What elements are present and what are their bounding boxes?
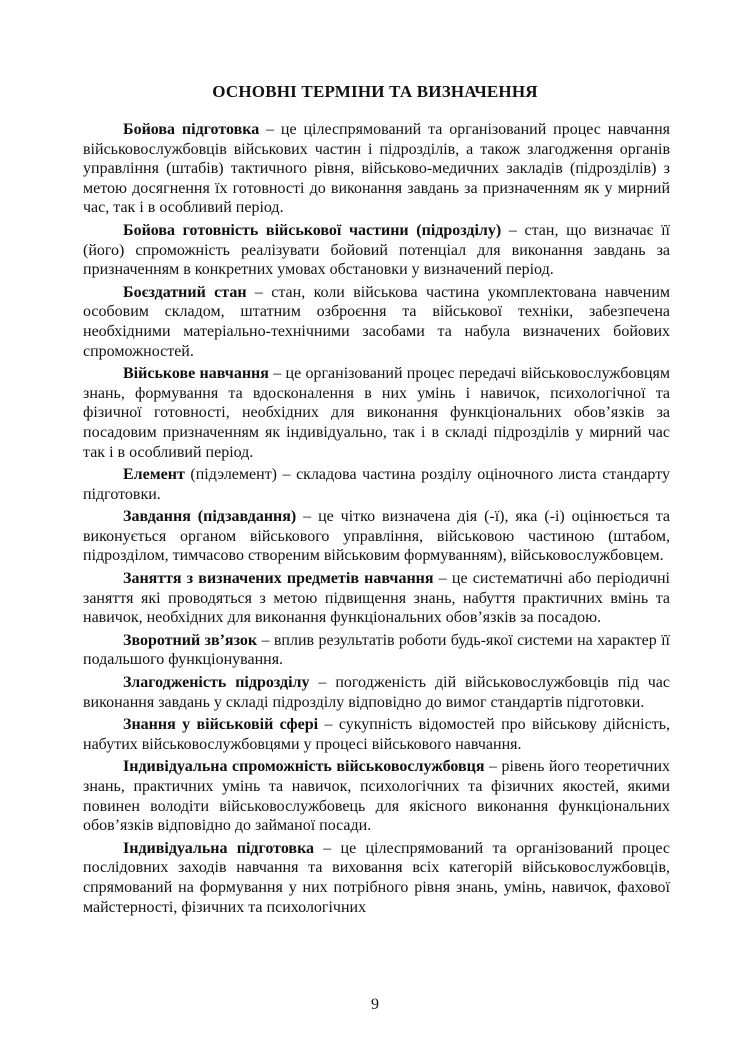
definition-text: – це цілеспрямований та організований процес навчання військовослужбовців військових частин і підрозділів, а також злагодження органів управління (штабів) тактичного рівня, військово-медичних закладів (підрозділів) з метою досягнення їх готовності до виконання завдань за призначенням як у мирний час, так і в особливий період. bbox=[83, 121, 670, 217]
definitions-list bbox=[83, 120, 670, 920]
page-title: ОСНОВНІ ТЕРМІНИ ТА ВИЗНАЧЕННЯ bbox=[212, 82, 538, 101]
definition-text: – стан, коли військова частина укомплектована навченим особовим складом, штатним озброєння та військової техніки, забезпечена необхідними матеріально-технічними засобами та набула визначених бойових спроможностей. bbox=[83, 283, 670, 360]
definition-entry bbox=[83, 631, 670, 670]
term: Заняття з визначених предметів навчання bbox=[123, 570, 434, 588]
definition-entry bbox=[83, 120, 670, 218]
page-number: 9 bbox=[371, 996, 379, 1013]
definition-text: (підэлемент) – складова частина розділу оціночного листа стандарту підготовки. bbox=[83, 466, 670, 503]
definition-entry bbox=[83, 283, 670, 361]
definition-text: – сукупність відомостей про військову дійсність, набутих військовослужбовцями у процесі військового навчання. bbox=[83, 716, 670, 753]
term: Боєздатний стан bbox=[123, 283, 247, 301]
definition-entry bbox=[83, 465, 670, 504]
definition-text: – погодженість дій військовослужбовців під час виконання завдань у складі підрозділу відповідно до вимог стандартів підготовки. bbox=[83, 674, 670, 711]
term: Бойова готовність військової частини (підрозділу) bbox=[123, 221, 502, 239]
definition-entry bbox=[83, 673, 670, 712]
definition-text: – вплив результатів роботи будь-якої системи на характер її подальшого функціонування. bbox=[83, 631, 671, 669]
term: Індивідуальна спроможність військовослужбовця bbox=[123, 758, 485, 776]
definition-entry bbox=[83, 839, 670, 917]
definition-text: – це систематичні або періодичні заняття які проводяться з метою підвищення знань, набуття практичних вмінь та навичок, необхідних для виконання функціональних обов’язків за посадою. bbox=[83, 570, 671, 627]
definition-entry bbox=[83, 221, 670, 280]
definition-entry bbox=[83, 507, 670, 566]
term: Військове навчання bbox=[123, 365, 269, 383]
definition-entry bbox=[83, 364, 670, 462]
term: Елемент bbox=[123, 466, 185, 484]
definition-text: – це цілеспрямований та організований процес послідовних заходів навчання та виховання всіх категорій військовослужбовців, спрямований на формування у них потрібного рівня знань, умінь, навичок, фахової майстерності, фізичних та психологічних bbox=[83, 839, 671, 916]
term: Зворотний зв’язок bbox=[123, 631, 258, 649]
definition-text: – стан, що визначає її (його) спроможність реалізувати бойовий потенціал для виконання завдань за призначенням в конкретних умовах обстановки у визначений період. bbox=[83, 221, 670, 279]
term: Завдання (підзавдання) bbox=[123, 508, 297, 526]
definition-entry bbox=[83, 569, 670, 628]
term: Бойова підготовка bbox=[123, 121, 260, 138]
definition-entry bbox=[83, 715, 670, 754]
definition-text: – це організований процес передачі військовослужбовцям знань, формування та вдосконалення в них умінь і навичок, психологічної та фізичної готовності, необхідних для виконання функціональних обов’язків за посадовим призначенням як індивідуально, так і в складі підрозділів у мирний час так і в особливий період. bbox=[83, 365, 670, 461]
definition-text: – це чітко визначена дія (-ї), яка (-і) оцінюється та виконується органом військового управління, військовою частиною (штабом, підрозділом, тимчасово створеним військовим формуванням), військовослужбовцем. bbox=[83, 508, 671, 565]
term: Знання у військовій сфері bbox=[123, 716, 319, 734]
definition-text: – рівень його теоретичних знань, практичних умінь та навичок, психологічних та фізичних якостей, якими повинен володіти військовослужбовець для якісного виконання функціональних обов’язків відповідно до займаної посади. bbox=[83, 758, 671, 835]
term: Індивідуальна підготовка bbox=[123, 839, 315, 857]
definition-entry bbox=[83, 757, 670, 835]
term: Злагодженість підрозділу bbox=[123, 674, 310, 692]
